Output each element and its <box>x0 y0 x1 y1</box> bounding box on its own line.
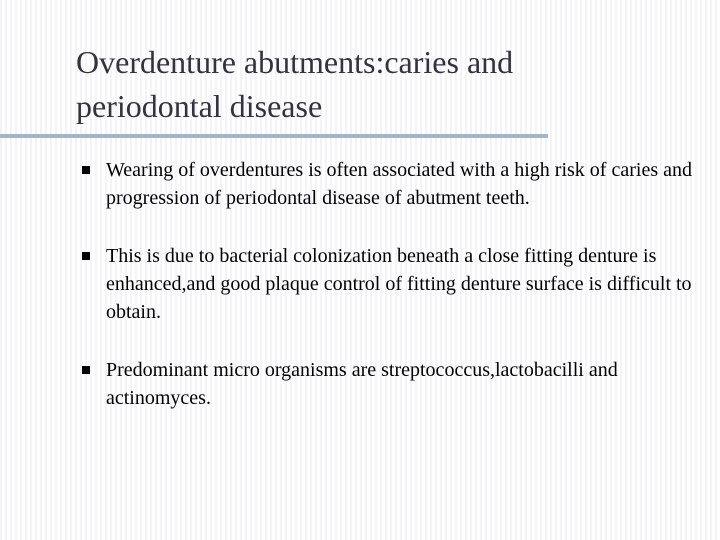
bullet-text: This is due to bacterial colonization beneath a close fitting denture is enhanced,and good plaque control of fitting denture surface is difficult to obtain. <box>106 245 692 323</box>
square-bullet-icon <box>82 166 90 174</box>
bullet-text: Predominant micro organisms are streptococcus,lactobacilli and actinomyces. <box>106 359 618 409</box>
bullet-item <box>76 356 706 412</box>
square-bullet-icon <box>82 366 90 374</box>
slide-title: Overdenture abutments:caries and periodontal disease <box>76 44 514 124</box>
bullet-list <box>76 156 706 412</box>
square-bullet-icon <box>82 252 90 260</box>
bullet-item <box>76 156 706 212</box>
bullet-text: Wearing of overdentures is often associated with a high risk of caries and progression of periodontal disease of abutment teeth. <box>106 159 692 209</box>
title-underline <box>0 134 548 138</box>
bullet-item <box>76 242 706 326</box>
